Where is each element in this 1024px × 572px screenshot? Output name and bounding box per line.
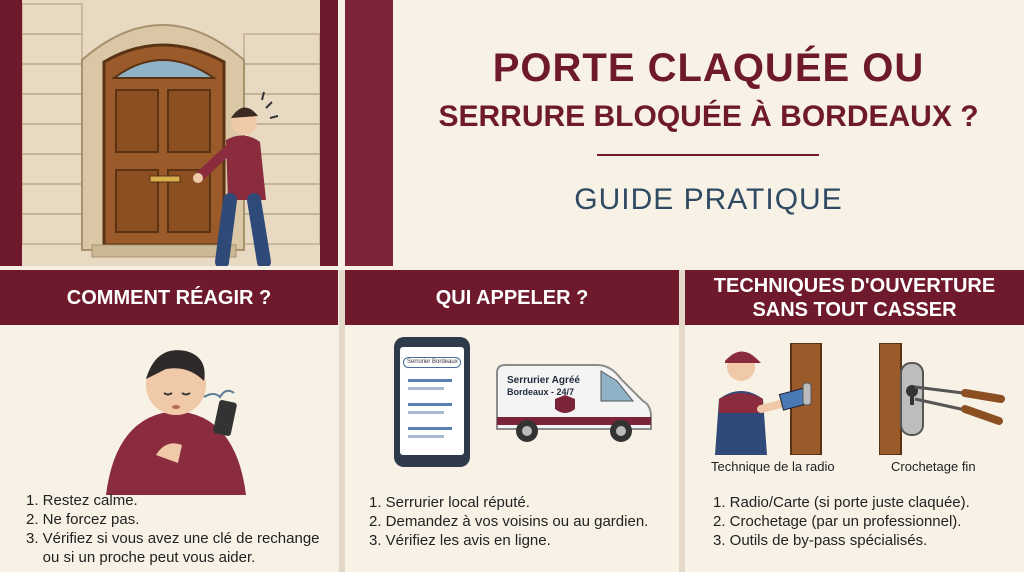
page-subtitle: GUIDE PRATIQUE [574,183,843,216]
lockpicking-icon [879,343,1005,455]
section-body-appeler [345,325,679,572]
section-body-reagir [0,325,338,572]
page-title-line-2: SERRURE BLOQUÉE À BORDEAUX ? [438,100,979,133]
radio-technique-icon [711,343,839,455]
list-item: 2. Ne forcez pas. [26,511,140,528]
list-item: 1. Restez calme. [26,492,138,509]
section-title: QUI APPELER ? [435,286,589,309]
techniques-steps [713,493,970,550]
section-header-reagir [0,270,338,325]
phone-icon [394,337,470,467]
section-header-appeler [345,270,679,325]
result-line [408,411,444,414]
phone-screen [400,347,464,455]
list-item: ou si un proche peut vous aider. [26,549,256,566]
list-item: 3. Vérifiez si vous avez une clé de rechange [26,530,320,547]
van-icon [493,359,655,445]
title-divider [597,154,819,156]
list-item: 2. Demandez à vos voisins ou au gardien. [369,513,649,530]
result-line [408,435,444,438]
stressed-person-icon [96,335,256,495]
caption-crochetage: Crochetage fin [891,459,976,474]
section-title: COMMENT RÉAGIR ? [66,286,272,309]
page-title-line-1: PORTE CLAQUÉE OU [492,46,925,90]
van-label-2: Bordeaux - 24/7 [507,387,575,397]
appeler-steps [369,493,648,550]
locked-door-illustration [22,0,320,266]
section-body-techniques [685,325,1024,572]
column-divider [339,270,345,572]
list-item: 2. Crochetage (par un professionnel). [713,513,962,530]
section-title-line-2: SANS TOUT CASSER [752,298,957,321]
result-line [408,387,444,390]
section-title-line-1: TECHNIQUES D'OUVERTURE [713,274,996,297]
hero-illustration [22,0,320,266]
column-divider [679,270,685,572]
result-line [408,379,452,382]
search-bar: Serrurier Bordeaux [403,357,461,368]
result-line [408,427,452,430]
list-item: 1. Serrurier local réputé. [369,494,530,511]
list-item: 3. Vérifiez les avis en ligne. [369,532,551,549]
reagir-steps [26,491,320,567]
list-item: 1. Radio/Carte (si porte juste claquée). [713,494,970,511]
title-stripe [345,0,393,266]
caption-radio: Technique de la radio [711,459,835,474]
result-line [408,403,452,406]
van-label-1: Serrurier Agréé [507,375,580,386]
list-item: 3. Outils de by-pass spécialisés. [713,532,928,549]
section-header-techniques [685,270,1024,325]
